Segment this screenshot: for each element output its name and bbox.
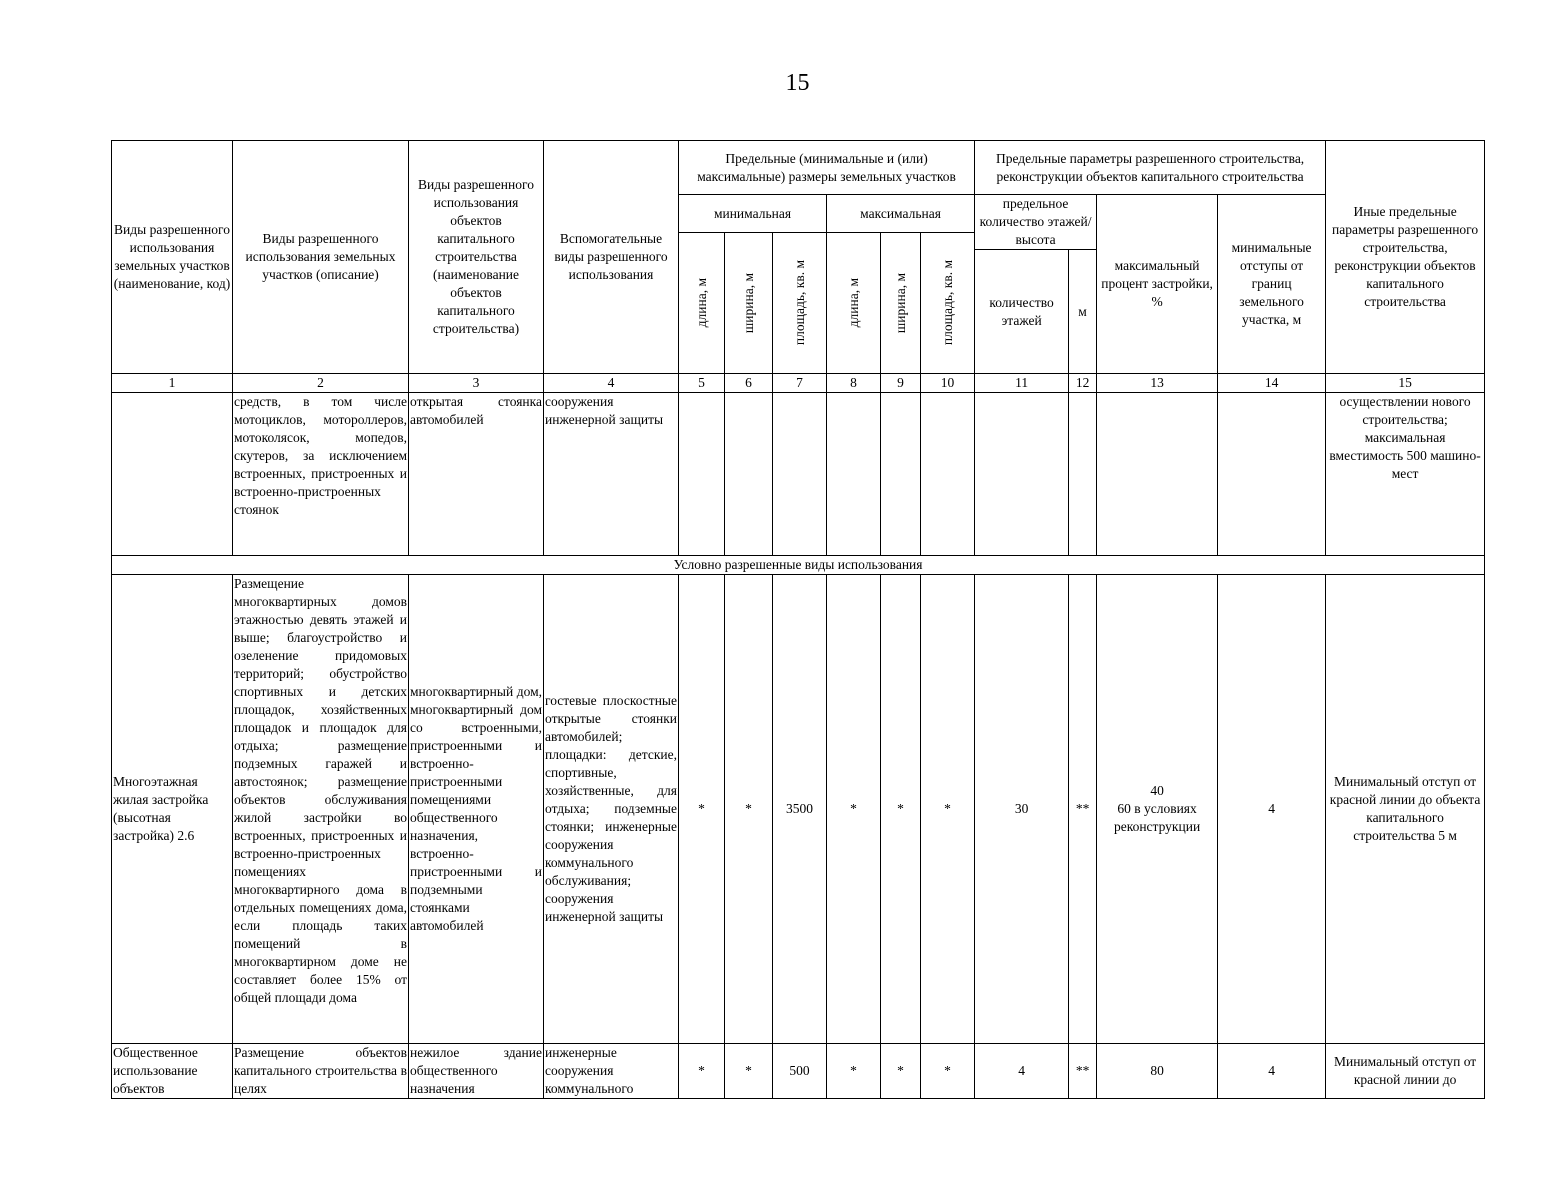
cell-other-params: осуществлении нового строительства; максимальная вместимость 500 машино-мест xyxy=(1326,393,1485,556)
cell-build-percent: 40 60 в условиях реконструкции xyxy=(1097,575,1218,1044)
max-length-label: длина, м xyxy=(845,278,861,328)
cell-setback: 4 xyxy=(1218,1044,1326,1099)
header-max-length xyxy=(827,233,881,374)
cell-min-length: * xyxy=(679,1044,725,1099)
header-construction-params: Предельные параметры разрешенного строительства, реконструкции объектов капитального строительства xyxy=(975,141,1326,195)
table-row-continued xyxy=(112,393,1485,556)
header-max-width xyxy=(881,233,921,374)
header-min-setbacks: минимальные отступы от границ земельного участка, м xyxy=(1218,195,1326,374)
header-floors-height: предельное количество этажей/высота xyxy=(975,195,1097,250)
cell-auxiliary: гостевые плоскостные открытые стоянки автомобилей; площадки: детские, спортивные, хозяйственные, для отдыха; подземные стоянки; инженерные сооружения коммунального обслуживания; сооружения инженерной защиты xyxy=(544,575,679,1044)
section-title: Условно разрешенные виды использования xyxy=(112,556,1485,575)
cell-auxiliary: сооружения инженерной защиты xyxy=(544,393,679,556)
header-min-length xyxy=(679,233,725,374)
header-height-meters: м xyxy=(1069,250,1097,374)
cell-description: Размещение объектов капитального строительства в целях xyxy=(233,1044,409,1099)
cell-min-width: * xyxy=(725,575,773,1044)
cell-setback: 4 xyxy=(1218,575,1326,1044)
column-number: 3 xyxy=(409,374,544,393)
header-other-params: Иные предельные параметры разрешенного строительства, реконструкции объектов капитального строительства xyxy=(1326,141,1485,374)
cell-empty xyxy=(1097,393,1218,556)
cell-min-width: * xyxy=(725,1044,773,1099)
column-number: 13 xyxy=(1097,374,1218,393)
min-area-label: площадь, кв. м xyxy=(791,260,807,346)
zoning-regulations-table xyxy=(111,140,1485,1099)
min-length-label: длина, м xyxy=(693,278,709,328)
column-number: 4 xyxy=(544,374,679,393)
cell-max-length: * xyxy=(827,1044,881,1099)
cell-other-params: Минимальный отступ от красной линии до объекта капитального строительства 5 м xyxy=(1326,575,1485,1044)
cell-min-length: * xyxy=(679,575,725,1044)
max-width-label: ширина, м xyxy=(892,272,908,334)
column-number: 2 xyxy=(233,374,409,393)
column-number: 6 xyxy=(725,374,773,393)
header-land-use-description: Виды разрешенного использования земельных участков (описание) xyxy=(233,141,409,374)
cell-empty xyxy=(827,393,881,556)
header-max-area xyxy=(921,233,975,374)
table-row-2-6 xyxy=(112,575,1485,1044)
cell-empty xyxy=(112,393,233,556)
page-number: 15 xyxy=(785,70,810,96)
cell-empty xyxy=(921,393,975,556)
cell-max-width: * xyxy=(881,1044,921,1099)
cell-land-use-kind: Многоэтажная жилая застройка (высотная застройка) 2.6 xyxy=(112,575,233,1044)
cell-empty xyxy=(725,393,773,556)
cell-height: ** xyxy=(1069,575,1097,1044)
header-floors-count: количество этажей xyxy=(975,250,1069,374)
cell-max-width: * xyxy=(881,575,921,1044)
column-number: 7 xyxy=(773,374,827,393)
cell-floors: 4 xyxy=(975,1044,1069,1099)
cell-auxiliary: инженерные сооружения коммунального xyxy=(544,1044,679,1099)
header-capital-construction-kind: Виды разрешенного использования объектов капитального строительства (наименование объектов капитального строительства) xyxy=(409,141,544,374)
header-land-use-kind: Виды разрешенного использования земельных участков (наименование, код) xyxy=(112,141,233,374)
header-auxiliary-use: Вспомогательные виды разрешенного использования xyxy=(544,141,679,374)
column-number: 9 xyxy=(881,374,921,393)
cell-build-percent: 80 xyxy=(1097,1044,1218,1099)
header-minimal: минимальная xyxy=(679,195,827,233)
cell-empty xyxy=(679,393,725,556)
column-number: 10 xyxy=(921,374,975,393)
cell-description: Размещение многоквартирных домов этажностью девять этажей и выше; благоустройство и озеленение придомовых территорий; обустройство спортивных и детских площадок, хозяйственных площадок и площадок для отдыха; размещение подземных гаражей и автостоянок; размещение объектов обслуживания жилой застройки во встроенных, пристроенных и встроенно-пристроенных помещениях многоквартирного дома в отдельных помещениях дома, если площадь таких помещений в многоквартирном доме не составляет более 15% от общей площади дома xyxy=(233,575,409,1044)
cell-empty xyxy=(773,393,827,556)
cell-other-params: Минимальный отступ от красной линии до xyxy=(1326,1044,1485,1099)
cell-empty xyxy=(1218,393,1326,556)
cell-min-area: 500 xyxy=(773,1044,827,1099)
column-number: 8 xyxy=(827,374,881,393)
column-number-row xyxy=(112,374,1485,393)
cell-capital-kind: открытая стоянка автомобилей xyxy=(409,393,544,556)
column-number: 15 xyxy=(1326,374,1485,393)
cell-height: ** xyxy=(1069,1044,1097,1099)
column-number: 5 xyxy=(679,374,725,393)
cell-max-length: * xyxy=(827,575,881,1044)
header-min-area xyxy=(773,233,827,374)
column-number: 11 xyxy=(975,374,1069,393)
cell-empty xyxy=(1069,393,1097,556)
header-maximal: максимальная xyxy=(827,195,975,233)
cell-max-area: * xyxy=(921,1044,975,1099)
header-max-build-percent: максимальный процент застройки, % xyxy=(1097,195,1218,374)
section-heading-row xyxy=(112,556,1485,575)
header-row-1 xyxy=(112,141,1485,195)
cell-floors: 30 xyxy=(975,575,1069,1044)
cell-empty xyxy=(975,393,1069,556)
cell-land-use-kind: Общественное использование объектов xyxy=(112,1044,233,1099)
cell-capital-kind: нежилое здание общественного назначения xyxy=(409,1044,544,1099)
column-number: 1 xyxy=(112,374,233,393)
cell-capital-kind: многоквартирный дом, многоквартирный дом со встроенными, пристроенными и встроенно-пристроенными помещениями общественного назначения, встроенно-пристроенными и подземными стоянками автомобилей xyxy=(409,575,544,1044)
cell-max-area: * xyxy=(921,575,975,1044)
cell-empty xyxy=(881,393,921,556)
table-row-public-use xyxy=(112,1044,1485,1099)
cell-description: средств, в том числе мотоциклов, мотороллеров, мотоколясок, мопедов, скутеров, за исключением встроенных, пристроенных и встроенно-пристроенных стоянок xyxy=(233,393,409,556)
header-min-width xyxy=(725,233,773,374)
column-number: 14 xyxy=(1218,374,1326,393)
column-number: 12 xyxy=(1069,374,1097,393)
cell-min-area: 3500 xyxy=(773,575,827,1044)
min-width-label: ширина, м xyxy=(740,272,756,334)
max-area-label: площадь, кв. м xyxy=(939,260,955,346)
header-plot-size-limits: Предельные (минимальные и (или) максимальные) размеры земельных участков xyxy=(679,141,975,195)
